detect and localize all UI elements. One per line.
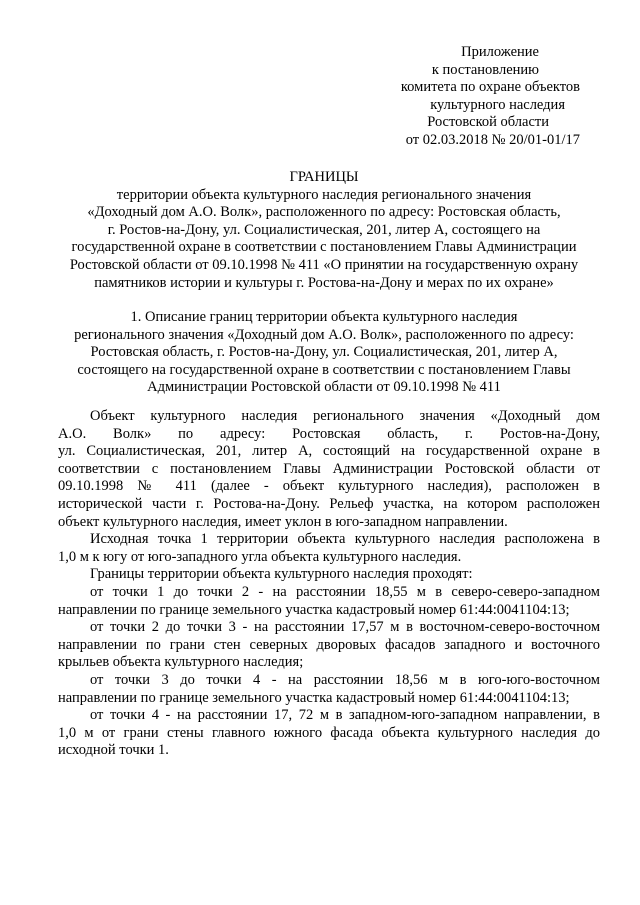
body-line: 09.10.1998 № 411 (далее - объект культурного наследия), расположен в <box>58 478 600 495</box>
title-line: г. Ростов-на-Дону, ул. Социалистическая, 201, литер А, состоящего на <box>107 221 541 238</box>
section-heading-line: 1. Описание границ территории объекта культурного наследия <box>130 309 518 325</box>
body-line: направлении по границе земельного участка кадастровый номер 61:44:0041104:13; <box>58 689 570 706</box>
paragraph-segment-3-4 <box>58 672 600 707</box>
title-line: памятников истории и культуры г. Ростова-на-Дону и мерах по их охране» <box>94 274 554 291</box>
body-line: Исходная точка 1 территории объекта культурного наследия расположена в <box>90 531 600 548</box>
document-body <box>58 408 600 760</box>
annex-line: к постановлению <box>431 61 539 78</box>
body-line: от точки 3 до точки 4 - на расстоянии 18,56 м в юго-юго-восточном <box>90 671 600 688</box>
paragraph-start-point <box>58 531 600 566</box>
body-line: от точки 2 до точки 3 - на расстоянии 17,57 м в восточном-северо-восточном <box>90 619 600 636</box>
title-line: «Доходный дом А.О. Волк», расположенного по адресу: Ростовская область, <box>87 204 561 221</box>
document-title <box>50 169 598 292</box>
body-line: исторической части г. Ростова-на-Дону. Рельеф участка, на котором расположен <box>58 495 600 512</box>
annex-date-number: от 02.03.2018 № 20/01-01/17 <box>405 131 580 148</box>
paragraph-boundaries-intro <box>58 566 600 584</box>
body-line: от точки 1 до точки 2 - на расстоянии 18,55 м в северо-северо-западном <box>90 583 600 600</box>
body-line: 1,0 м от грани стены главного южного фасада объекта культурного наследия до <box>58 724 600 741</box>
title-line: территории объекта культурного наследия регионального значения <box>116 186 532 203</box>
annex-line: культурного наследия <box>430 96 565 113</box>
annex-line: комитета по охране объектов <box>400 79 580 96</box>
paragraph-segment-2-3 <box>58 619 600 672</box>
body-line: исходной точки 1. <box>58 742 169 759</box>
title-line: государственной охране в соответствии с постановлением Главы Администрации <box>71 239 577 256</box>
body-line: Объект культурного наследия регионального значения «Доходный дом <box>90 408 600 424</box>
body-line: крыльев объекта культурного наследия; <box>58 654 304 671</box>
body-line: 1,0 м к югу от юго-западного угла объекта культурного наследия. <box>58 548 462 565</box>
paragraph-segment-1-2 <box>58 584 600 619</box>
section-1-heading <box>50 309 598 397</box>
section-heading-line: состоящего на государственной охране в соответствии с постановлением Главы <box>77 361 571 378</box>
body-line: от точки 4 - на расстоянии 17, 72 м в западном-юго-западном направлении, в <box>90 707 600 724</box>
paragraph-segment-4-1 <box>58 707 600 760</box>
body-line: ул. Социалистическая, 201, литер А, состоящий на государственной охране в <box>58 443 600 460</box>
section-heading-line: Ростовская область, г. Ростов-на-Дону, ул. Социалистическая, 201, литер А, <box>90 344 558 361</box>
title-line: Ростовской области от 09.10.1998 № 411 «О принятии на государственную охрану <box>69 256 579 273</box>
section-heading-line: Администрации Ростовской области от 09.10.1998 № 411 <box>147 379 501 396</box>
body-line: А.О. Волк» по адресу: Ростовская область, г. Ростов-на-Дону, <box>58 425 600 442</box>
body-line: соответствии с постановлением Главы Администрации Ростовской области от <box>58 460 600 477</box>
title-heading: ГРАНИЦЫ <box>289 169 359 185</box>
annex-header <box>360 44 580 150</box>
body-line: направлении по грани стен северных дворовых фасадов западного и восточного <box>58 636 600 653</box>
annex-line: Приложение <box>461 44 539 60</box>
section-heading-line: регионального значения «Доходный дом А.О. Волк», расположенного по адресу: <box>74 326 574 343</box>
body-line: объект культурного наследия, имеет уклон в юго-западном направлении. <box>58 513 508 530</box>
annex-line: Ростовской области <box>427 114 549 131</box>
body-line: направлении по границе земельного участка кадастровый номер 61:44:0041104:13; <box>58 601 570 618</box>
body-line: Границы территории объекта культурного наследия проходят: <box>90 566 473 583</box>
paragraph-object-description <box>58 408 600 531</box>
